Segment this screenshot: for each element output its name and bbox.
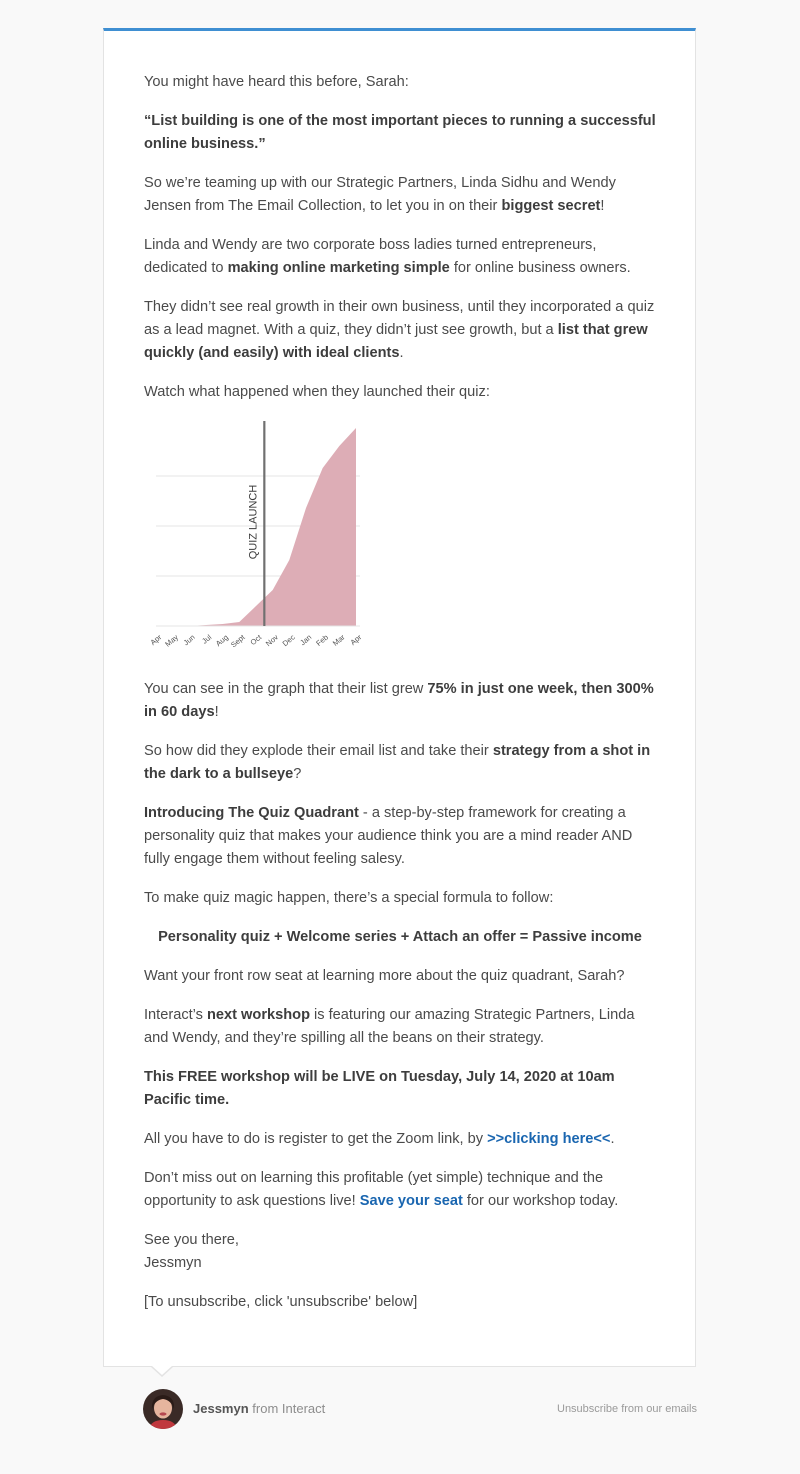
quiz-launch-label: QUIZ LAUNCH [247, 484, 260, 560]
quote: “List building is one of the most important pieces to running a successful online business.” [144, 113, 656, 152]
chart-tick-label: Sept [229, 632, 247, 650]
signoff-block [144, 1229, 656, 1275]
paragraph-watch: Watch what happened when they launched their quiz: [144, 384, 490, 400]
chart-tick-label: Apr [348, 632, 364, 648]
greeting: You might have heard this before, Sarah: [144, 74, 409, 90]
unsubscribe-note: [To unsubscribe, click 'unsubscribe' below] [144, 1294, 418, 1310]
chart-tick-label: Feb [314, 632, 330, 648]
paragraph-introducing: Introducing The Quiz Quadrant - a step-by-step framework for creating a personality quiz that makes your audience think you are a mind reader AND fully engage them without feeling salesy. [144, 805, 633, 867]
chart-tick-label: Mar [330, 632, 347, 648]
email-footer [143, 1389, 697, 1429]
paragraph-boss-ladies: Linda and Wendy are two corporate boss ladies turned entrepreneurs, dedicated to making online marketing simple for online business owners. [144, 237, 631, 276]
save-seat-link[interactable]: Save your seat [359, 1193, 463, 1209]
formula: Personality quiz + Welcome series + Attach an offer = Passive income [158, 929, 642, 945]
paragraph-partners: So we’re teaming up with our Strategic Partners, Linda Sidhu and Wendy Jensen from The Email Collection, to let you in on their biggest secret! [144, 175, 616, 214]
signature: Jessmyn [144, 1255, 202, 1271]
chart-tick-label: Jul [200, 632, 214, 646]
chart-tick-label: Nov [263, 632, 280, 649]
sender: Jessmyn from Interact [193, 1401, 326, 1416]
paragraph-results: You can see in the graph that their list grew 75% in just one week, then 300% in 60 days! [144, 681, 654, 720]
chart-tick-label: Oct [248, 632, 264, 648]
paragraph-live-date: This FREE workshop will be LIVE on Tuesday, July 14, 2020 at 10am Pacific time. [144, 1069, 615, 1108]
chart-tick-label: Apr [148, 632, 164, 648]
chart-tick-label: Dec [280, 632, 297, 649]
chart-tick-label: Jun [181, 632, 197, 648]
signoff: See you there, [144, 1232, 239, 1248]
paragraph-register: All you have to do is register to get the Zoom link, by >>clicking here<<. [144, 1131, 615, 1147]
paragraph-dont-miss: Don’t miss out on learning this profitable (yet simple) technique and the opportunity to ask questions live! Save your seat for our workshop today. [144, 1170, 619, 1209]
paragraph-formula-intro: To make quiz magic happen, there’s a special formula to follow: [144, 890, 554, 906]
paragraph-growth: They didn’t see real growth in their own business, until they incorporated a quiz as a lead magnet. With a quiz, they didn’t just see growth, but a list that grew quickly (and easily) with ideal clients. [144, 299, 655, 361]
paragraph-workshop: Interact’s next workshop is featuring our amazing Strategic Partners, Linda and Wendy, and they’re spilling all the beans on their strategy. [144, 1007, 635, 1046]
register-link[interactable]: >>clicking here<< [487, 1131, 611, 1147]
speech-tip [152, 1366, 172, 1375]
avatar [143, 1389, 183, 1429]
paragraph-front-row: Want your front row seat at learning more about the quiz quadrant, Sarah? [144, 968, 625, 984]
chart-tick-label: Aug [213, 632, 230, 649]
email-card [103, 28, 696, 1367]
chart-tick-label: May [163, 632, 180, 649]
chart-tick-label: Jan [298, 632, 314, 648]
email-body [144, 71, 656, 1330]
paragraph-explode: So how did they explode their email list and take their strategy from a shot in the dark to a bullseye? [144, 743, 651, 782]
unsubscribe-link[interactable]: Unsubscribe from our emails [557, 1403, 697, 1415]
list-growth-chart [144, 420, 364, 660]
